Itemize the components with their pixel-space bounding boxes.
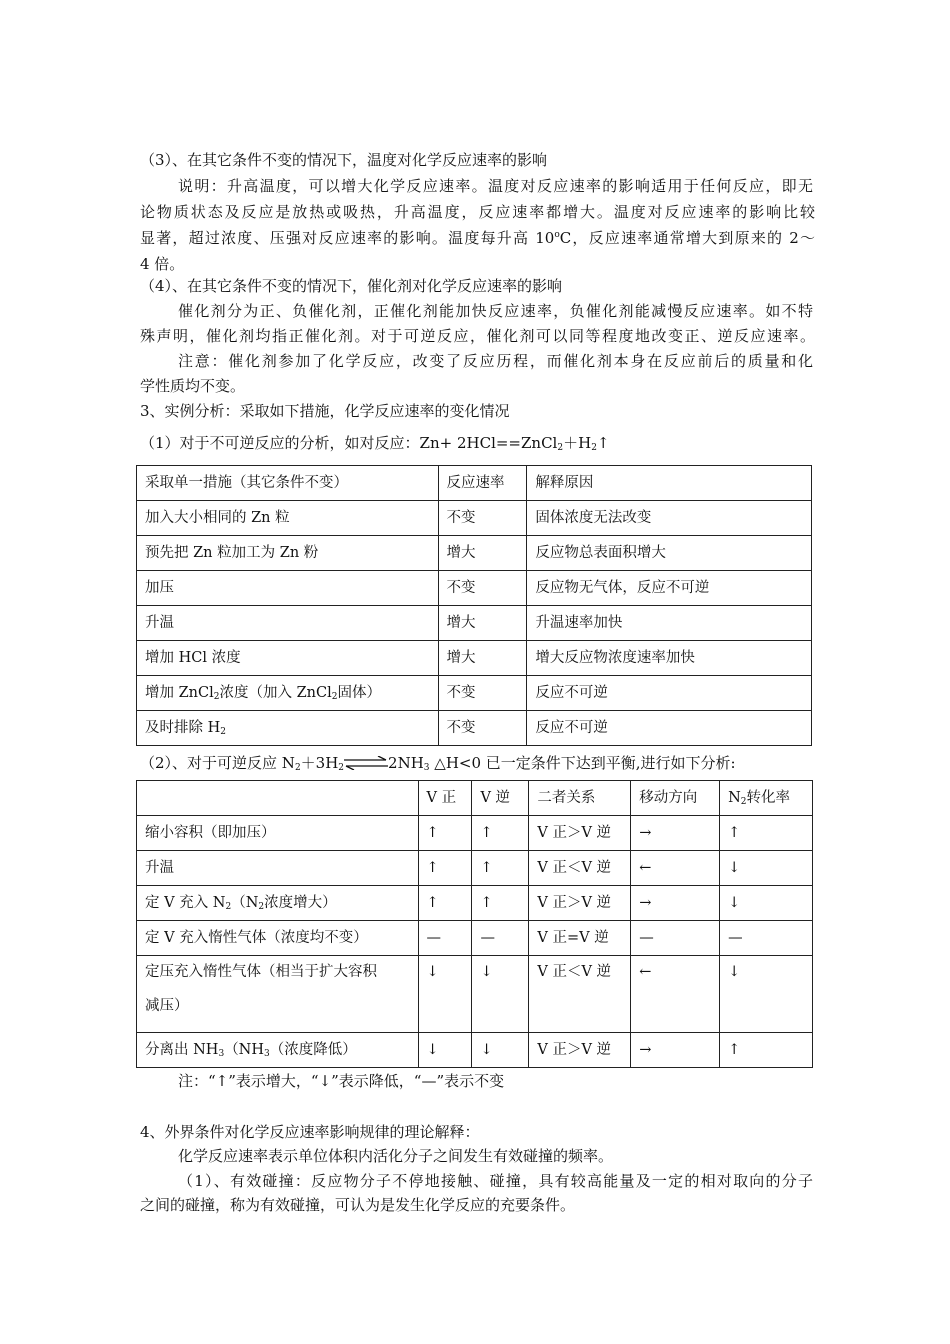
v-reverse-cell: ↓	[472, 956, 529, 1033]
header-rate: 反应速率	[438, 466, 527, 501]
v-forward-cell: —	[418, 921, 472, 956]
measure-cell: 增加 ZnCl$_2$浓度（加入 ZnCl$_2$固体）	[137, 676, 439, 711]
condition-cell: 定压充入惰性气体（相当于扩大容积 减压）	[137, 956, 419, 1033]
section4-note2: 学性质均不变。	[140, 377, 246, 395]
measure-cell: 预先把 Zn 粒加工为 Zn 粉	[137, 536, 439, 571]
table-row	[137, 816, 813, 851]
reason-cell: 反应物总表面积增大	[527, 536, 812, 571]
header-condition	[137, 781, 419, 816]
header-reason: 解释原因	[527, 466, 812, 501]
table-row	[137, 711, 812, 746]
direction-cell: —	[631, 921, 720, 956]
conversion-cell: ↑	[720, 1033, 813, 1068]
v-reverse-cell: ↓	[472, 1033, 529, 1068]
condition-cell: 分离出 $NH_3(NH_3$（浓度降低）	[137, 1033, 419, 1068]
theory-line3: 之间的碰撞，称为有效碰撞，可认为是发生化学反应的充要条件。	[140, 1196, 576, 1214]
measure-cell: 加压	[137, 571, 439, 606]
rate-cell: 不变	[438, 501, 527, 536]
relation-cell: V 正＞V 逆	[529, 886, 631, 921]
direction-cell: ←	[631, 851, 720, 886]
direction-cell: →	[631, 1033, 720, 1068]
rate-cell: 增大	[438, 606, 527, 641]
rate-cell: 增大	[438, 641, 527, 676]
section4-note1: 注意：催化剂参加了化学反应，改变了反应历程，而催化剂本身在反应前后的质量和化	[178, 352, 813, 370]
table-row	[137, 676, 812, 711]
direction-cell: →	[631, 816, 720, 851]
theory-heading: 4、外界条件对化学反应速率影响规律的理论解释：	[140, 1123, 480, 1141]
section4-heading: （4）、在其它条件不变的情况下，催化剂对化学反应速率的影响	[140, 277, 563, 295]
condition-cell: 定 V 充入惰性气体（浓度均不变）	[137, 921, 419, 956]
direction-cell: ←	[631, 956, 720, 1033]
table-row	[137, 501, 812, 536]
table-row	[137, 536, 812, 571]
section3-line1: 说明：升高温度，可以增大化学反应速率。温度对反应速率的影响适用于任何反应，即无	[178, 177, 813, 195]
table-note: 注：“↑”表示增大，“↓”表示降低，“—”表示不变	[178, 1072, 505, 1090]
relation-cell: V 正=V 逆	[529, 921, 631, 956]
reversible-heading: （2）、对于可逆反应 $N_2+3H_2$ $2NH_3$ △H<0 已一定条件下达到平衡,进行如下分析:	[140, 754, 736, 773]
v-forward-cell: ↑	[418, 886, 472, 921]
section3-line2: 论物质状态及反应是放热或吸热，升高温度，反应速率都增大。温度对反应速率的影响比较	[140, 203, 815, 221]
header-v-forward: V 正	[418, 781, 472, 816]
reason-cell: 增大反应物浓度速率加快	[527, 641, 812, 676]
table-row	[137, 1033, 813, 1068]
reason-cell: 反应不可逆	[527, 676, 812, 711]
rate-cell: 不变	[438, 571, 527, 606]
table-header-row	[137, 781, 813, 816]
conversion-cell: ↑	[720, 816, 813, 851]
examples-heading: 3、实例分析：采取如下措施，化学反应速率的变化情况	[140, 402, 510, 420]
section3-line4: 4 倍。	[140, 255, 185, 273]
header-measure: 采取单一措施（其它条件不变）	[137, 466, 439, 501]
table-row	[137, 956, 813, 1033]
rate-cell: 不变	[438, 676, 527, 711]
conversion-cell: —	[720, 921, 813, 956]
rate-cell: 不变	[438, 711, 527, 746]
v-forward-cell: ↑	[418, 816, 472, 851]
table-row	[137, 921, 813, 956]
reason-cell: 反应物无气体，反应不可逆	[527, 571, 812, 606]
table-row	[137, 571, 812, 606]
v-forward-cell: ↓	[418, 1033, 472, 1068]
section3-line3: 显著，超过浓度、压强对反应速率的影响。温度每升高 10$^o$C，反应速率通常增大到原来的 2～	[140, 229, 816, 247]
conversion-cell: ↓	[720, 886, 813, 921]
table-header-row	[137, 466, 812, 501]
relation-cell: V 正＜V 逆	[529, 851, 631, 886]
section4-line1: 催化剂分为正、负催化剂，正催化剂能加快反应速率，负催化剂能减慢反应速率。如不特	[178, 302, 813, 320]
relation-cell: V 正＞V 逆	[529, 1033, 631, 1068]
measure-cell: 加入大小相同的 Zn 粒	[137, 501, 439, 536]
table-row	[137, 606, 812, 641]
v-reverse-cell: ↑	[472, 851, 529, 886]
relation-cell: V 正＜V 逆	[529, 956, 631, 1033]
header-relation: 二者关系	[529, 781, 631, 816]
header-v-reverse: V 逆	[472, 781, 529, 816]
table-row	[137, 851, 813, 886]
v-forward-cell: ↑	[418, 851, 472, 886]
section4-line2: 殊声明，催化剂均指正催化剂。对于可逆反应，催化剂可以同等程度地改变正、逆反应速率。	[140, 327, 815, 345]
relation-cell: V 正＞V 逆	[529, 816, 631, 851]
measure-cell: 升温	[137, 606, 439, 641]
condition-cell: 缩小容积（即加压）	[137, 816, 419, 851]
irreversible-table	[136, 465, 812, 746]
direction-cell: →	[631, 886, 720, 921]
reversible-table	[136, 780, 813, 1068]
examples-sub1: （1）对于不可逆反应的分析，如对反应：$Zn+ 2HCl==ZnCl_2+H_2↑$	[140, 434, 610, 453]
header-direction: 移动方向	[631, 781, 720, 816]
equilibrium-arrow-icon	[344, 756, 388, 770]
theory-line2: （1）、有效碰撞：反应物分子不停地接触、碰撞，具有较高能量及一定的相对取向的分子	[178, 1172, 813, 1190]
rate-cell: 增大	[438, 536, 527, 571]
theory-line1: 化学反应速率表示单位体积内活化分子之间发生有效碰撞的频率。	[178, 1147, 614, 1165]
table-row	[137, 641, 812, 676]
conversion-cell: ↓	[720, 851, 813, 886]
reason-cell: 升温速率加快	[527, 606, 812, 641]
condition-cell: 升温	[137, 851, 419, 886]
v-forward-cell: ↓	[418, 956, 472, 1033]
section3-heading: （3）、在其它条件不变的情况下，温度对化学反应速率的影响	[140, 151, 548, 169]
reason-cell: 反应不可逆	[527, 711, 812, 746]
conversion-cell: ↓	[720, 956, 813, 1033]
measure-cell: 及时排除 $H_2$	[137, 711, 439, 746]
header-conversion: $N_2$转化率	[720, 781, 813, 816]
v-reverse-cell: —	[472, 921, 529, 956]
condition-cell: 定 V 充入 $N_2(N_2$浓度增大）	[137, 886, 419, 921]
reason-cell: 固体浓度无法改变	[527, 501, 812, 536]
v-reverse-cell: ↑	[472, 816, 529, 851]
measure-cell: 增加 HCl 浓度	[137, 641, 439, 676]
table-row	[137, 886, 813, 921]
v-reverse-cell: ↑	[472, 886, 529, 921]
